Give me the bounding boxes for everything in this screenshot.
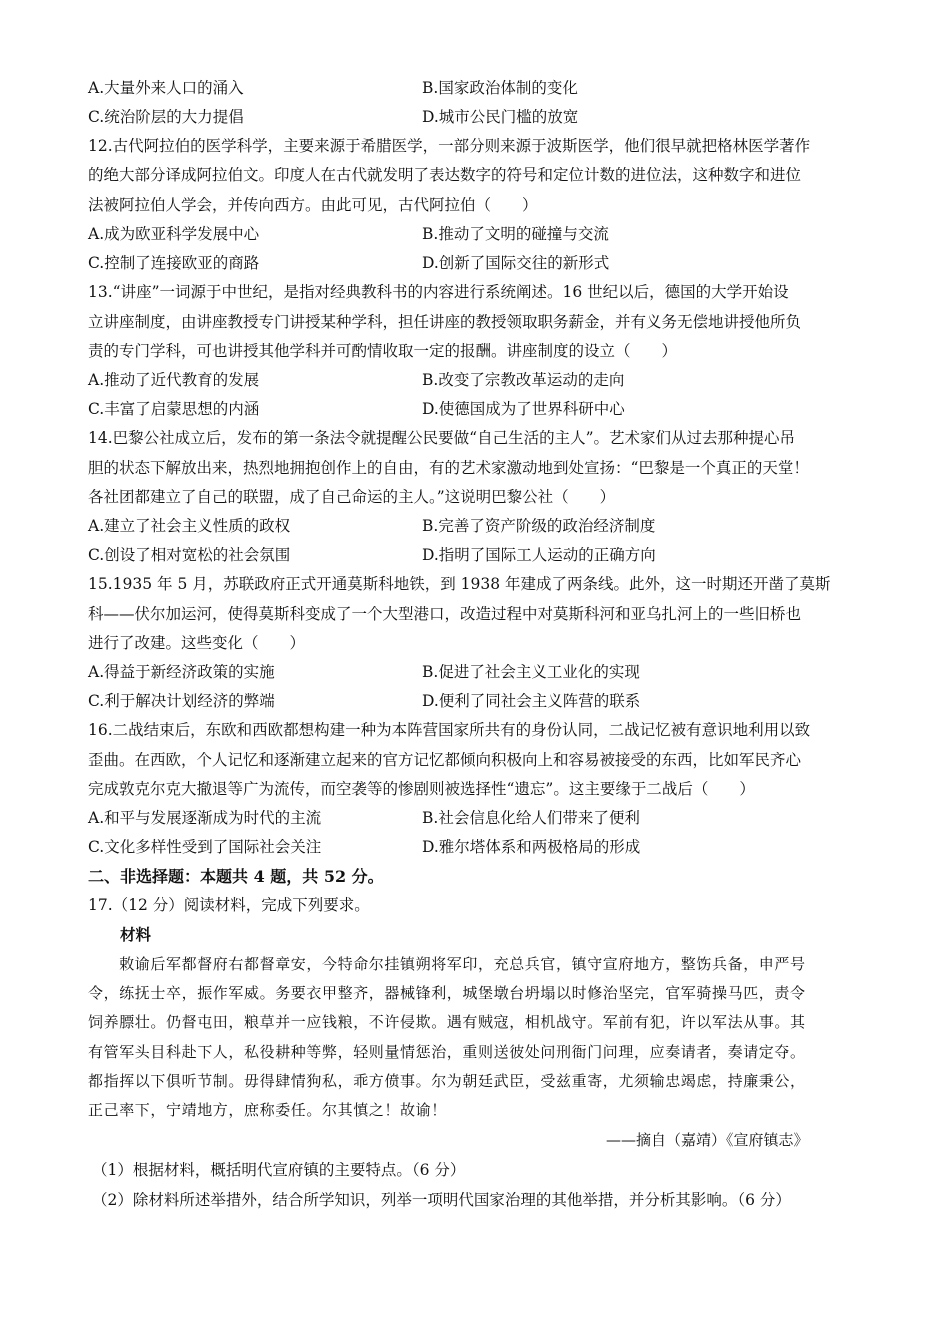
material-line: 都指挥以下俱听节制。毋得肆情狗私，乖方偾事。尔为朝廷武臣，受兹重寄，尤须输忠竭虑，持廉秉公，: [88, 1072, 806, 1090]
q16-option-a: A.和平与发展逐渐成为时代的主流: [88, 809, 322, 827]
q17-subquestion-2: （2）除材料所述举措外，结合所学知识，列举一项明代国家治理的其他举措，并分析其影响。（6 分）: [92, 1191, 791, 1209]
q11-option-d: D.城市公民门槛的放宽: [422, 108, 579, 126]
material-line: 正己率下，宁靖地方，庶称委任。尔其慎之！故谕！: [88, 1101, 447, 1119]
q15-option-b: B.促进了社会主义工业化的实现: [422, 663, 640, 681]
q16-stem-line: 16.二战结束后，东欧和西欧都想构建一种为本阵营国家所共有的身份认同，二战记忆被有意识地利用以致: [88, 721, 811, 739]
material-title: 材料: [120, 925, 152, 944]
q16-stem-line: 歪曲。在西欧，个人记忆和逐渐建立起来的官方记忆都倾向积极向上和容易被接受的东西，比如军民齐心: [88, 751, 802, 769]
q17-intro: 17.（12 分）阅读材料，完成下列要求。: [88, 896, 370, 914]
q14-option-c: C.创设了相对宽松的社会氛围: [88, 546, 291, 564]
q13-option-c: C.丰富了启蒙思想的内涵: [88, 400, 260, 418]
material-line: 令，练抚士卒，振作军威。务要衣甲整齐，器械锋利，城堡墩台坍塌以时修治坚完，官军骑操马匹，责令: [88, 984, 806, 1002]
q12-option-a: A.成为欧亚科学发展中心: [88, 225, 260, 243]
q16-option-d: D.雅尔塔体系和两极格局的形成: [422, 838, 641, 856]
q15-stem-line: 进行了改建。这些变化（ ）: [88, 634, 306, 652]
q13-stem-line: 责的专门学科，可也讲授其他学科并可酌情收取一定的报酬。讲座制度的设立（ ）: [88, 342, 678, 360]
material-line: 有管军头目科赴下人，私役耕种等弊，轻则量情惩治，重则送彼处问刑衙门问理，应奏请者，奏请定夺。: [88, 1043, 806, 1061]
q15-stem-line: 科——伏尔加运河，使得莫斯科变成了一个大型港口，改造过程中对莫斯科河和亚乌扎河上的一些旧桥也: [88, 605, 802, 623]
material-line: 饲养膘壮。仍督屯田，粮草并一应钱粮，不许侵欺。遇有贼寇，相机战守。军前有犯，许以军法从事。其: [88, 1013, 806, 1031]
material-line: 敕谕后军都督府右都督章安，今特命尔挂镇朔将军印，充总兵官，镇守宣府地方，整饬兵备，申严号: [88, 955, 806, 973]
q12-option-c: C.控制了连接欧亚的商路: [88, 254, 260, 272]
q12-stem-line: 12.古代阿拉伯的医学科学，主要来源于希腊医学，一部分则来源于波斯医学，他们很早就把格林医学著作: [88, 137, 811, 155]
q13-stem-line: 13.“讲座”一词源于中世纪，是指对经典教科书的内容进行系统阐述。16 世纪以后，德国的大学开始设: [88, 283, 789, 301]
q13-option-d: D.使德国成为了世界科研中心: [422, 400, 625, 418]
q12-option-d: D.创新了国际交往的新形式: [422, 254, 610, 272]
q15-option-d: D.便利了同社会主义阵营的联系: [422, 692, 641, 710]
q12-stem-line: 法被阿拉伯人学会，并传向西方。由此可见，古代阿拉伯（ ）: [88, 196, 538, 214]
q14-stem-line: 胆的状态下解放出来，热烈地拥抱创作上的自由，有的艺术家激动地到处宣扬：“巴黎是一个真正的天堂！: [88, 459, 809, 477]
q11-option-a: A.大量外来人口的涌入: [88, 79, 244, 97]
q15-option-a: A.得益于新经济政策的实施: [88, 663, 275, 681]
q14-option-b: B.完善了资产阶级的政治经济制度: [422, 517, 656, 535]
q12-stem-line: 的绝大部分译成阿拉伯文。印度人在古代就发明了表达数字的符号和定位计数的进位法，这种数字和进位: [88, 166, 802, 184]
q15-stem-line: 15.1935 年 5 月，苏联政府正式开通莫斯科地铁，到 1938 年建成了两条线。此外，这一时期还开凿了莫斯: [88, 575, 831, 593]
section-heading: 二、非选择题：本题共 4 题，共 52 分。: [88, 867, 384, 886]
q13-option-a: A.推动了近代教育的发展: [88, 371, 260, 389]
q16-stem-line: 完成敦克尔克大撤退等广为流传，而空袭等的惨剧则被选择性“遗忘”。这主要缘于二战后（ ）: [88, 780, 755, 798]
q16-option-b: B.社会信息化给人们带来了便利: [422, 809, 640, 827]
q11-option-c: C.统治阶层的大力提倡: [88, 108, 244, 126]
q14-stem-line: 14.巴黎公社成立后，发布的第一条法令就提醒公民要做“自己生活的主人”。艺术家们从过去那种提心吊: [88, 429, 796, 447]
q14-stem-line: 各社团都建立了自己的联盟，成了自己命运的主人。”这说明巴黎公社（ ）: [88, 488, 616, 506]
q13-stem-line: 立讲座制度，由讲座教授专门讲授某种学科，担任讲座的教授领取职务薪金，并有义务无偿地讲授他所负: [88, 313, 802, 331]
q13-option-b: B.改变了宗教改革运动的走向: [422, 371, 625, 389]
q14-option-a: A.建立了社会主义性质的政权: [88, 517, 291, 535]
q11-option-b: B.国家政治体制的变化: [422, 79, 578, 97]
q15-option-c: C.利于解决计划经济的弊端: [88, 692, 275, 710]
q16-option-c: C.文化多样性受到了国际社会关注: [88, 838, 322, 856]
q14-option-d: D.指明了国际工人运动的正确方向: [422, 546, 656, 564]
q17-subquestion-1: （1）根据材料，概括明代宣府镇的主要特点。（6 分）: [92, 1161, 466, 1179]
material-source: ——摘自（嘉靖）《宣府镇志》: [606, 1131, 809, 1149]
q12-option-b: B.推动了文明的碰撞与交流: [422, 225, 609, 243]
